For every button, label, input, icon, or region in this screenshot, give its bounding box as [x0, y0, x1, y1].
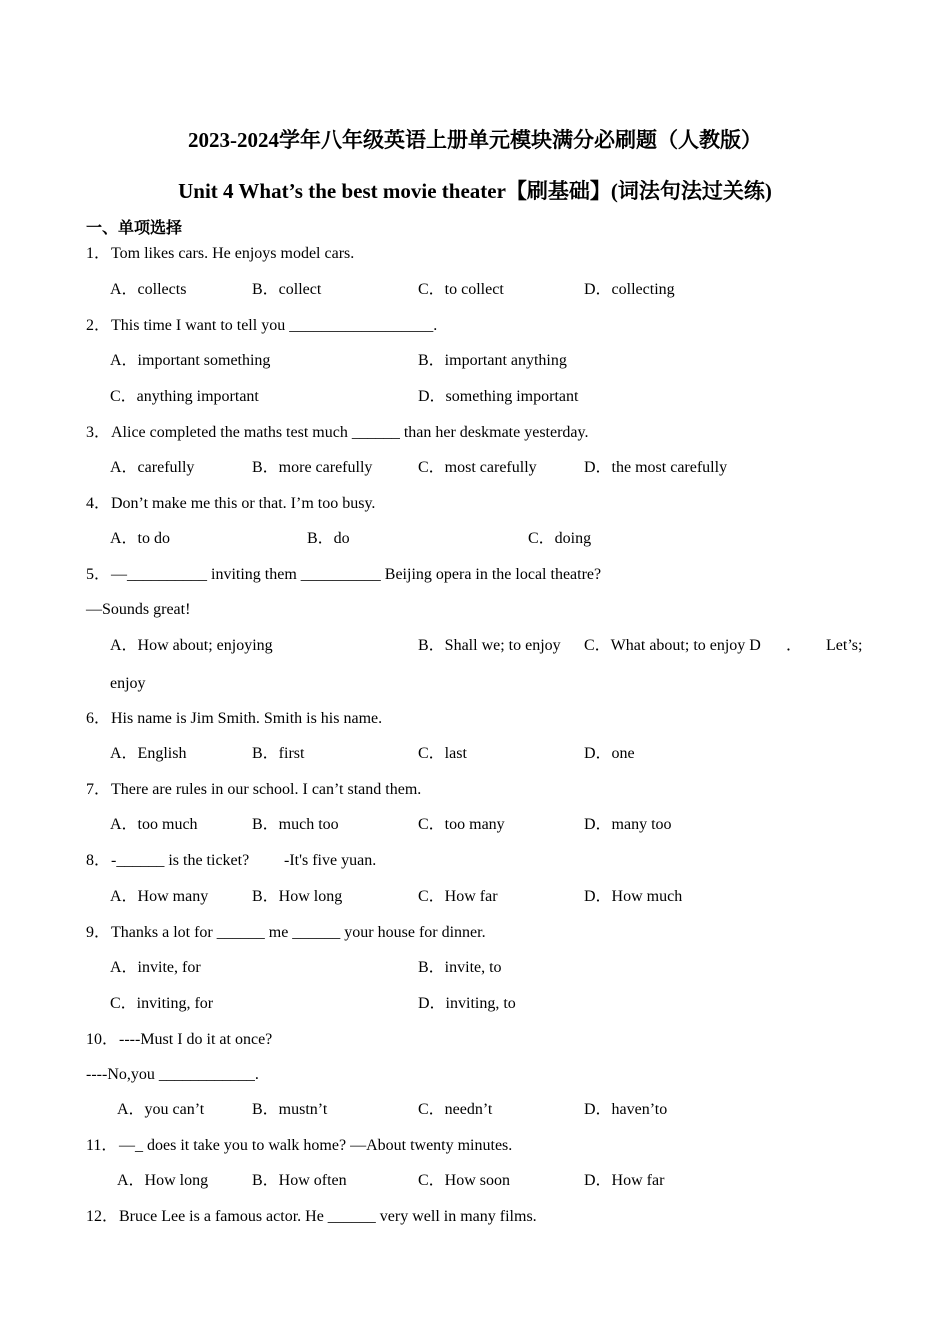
option-a: A．carefully — [110, 459, 195, 476]
option-d: D．the most carefully — [584, 459, 728, 476]
option-d: D．haven’to — [584, 1101, 668, 1118]
option-d-continued: enjoy — [110, 675, 146, 692]
question-number: 9． — [86, 924, 111, 941]
option-d: D．How far — [584, 1172, 665, 1189]
option-a: A．too much — [110, 816, 198, 833]
question-stem: Tom likes cars. He enjoys model cars. — [111, 245, 355, 262]
question-number: 8． — [86, 852, 111, 869]
question-number: 10． — [86, 1031, 119, 1048]
option-c: C．most carefully — [418, 459, 537, 476]
option-b: B．How often — [252, 1172, 347, 1189]
option-c: C．inviting, for — [110, 995, 214, 1012]
question-number: 1． — [86, 245, 111, 262]
document-title: 2023-2024学年八年级英语上册单元模块满分必刷题（人教版） — [188, 128, 762, 152]
question-stem: —_ does it take you to walk home? —About twenty minutes. — [119, 1137, 513, 1154]
option-a: A．invite, for — [110, 959, 201, 976]
option-b: B．important anything — [418, 352, 567, 369]
option-c: C．to collect — [418, 281, 504, 298]
option-c: C．too many — [418, 816, 505, 833]
option-a: A．collects — [110, 281, 187, 298]
option-d: D．one — [584, 745, 635, 762]
question-stem: Bruce Lee is a famous actor. He ______ very well in many films. — [119, 1208, 537, 1225]
option-b: B．more carefully — [252, 459, 373, 476]
question-stem: Alice completed the maths test much ______ than her deskmate yesterday. — [111, 424, 589, 441]
option-c: C．What about; to enjoy D — [584, 637, 761, 654]
option-a: A．to do — [110, 530, 171, 547]
option-b: B．How long — [252, 888, 343, 905]
option-b: B．Shall we; to enjoy — [418, 637, 561, 654]
option-a: A．you can’t — [117, 1101, 205, 1118]
option-a: A．How about; enjoying — [110, 637, 273, 654]
question-number: 7． — [86, 781, 111, 798]
option-a: A．English — [110, 745, 187, 762]
option-c: C．anything important — [110, 388, 259, 405]
option-b: B．first — [252, 745, 305, 762]
option-d: D．many too — [584, 816, 672, 833]
option-c: C．doing — [528, 530, 592, 547]
question-stem-reply: ----No,you ____________. — [86, 1066, 259, 1083]
question-number: 2． — [86, 317, 111, 334]
question-stem: Thanks a lot for ______ me ______ your house for dinner. — [111, 924, 486, 941]
option-d: D．How much — [584, 888, 683, 905]
option-d: D．collecting — [584, 281, 675, 298]
question-number: 12． — [86, 1208, 119, 1225]
option-a: A．important something — [110, 352, 271, 369]
option-b: B．invite, to — [418, 959, 502, 976]
question-stem: ----Must I do it at once? — [119, 1031, 273, 1048]
option-c: C．How soon — [418, 1172, 511, 1189]
option-d: Let’s; — [826, 637, 863, 654]
question-stem: Don’t make me this or that. I’m too busy. — [111, 495, 376, 512]
option-b: B．mustn’t — [252, 1101, 328, 1118]
option-c: C．last — [418, 745, 467, 762]
question-number: 3． — [86, 424, 111, 441]
question-number: 4． — [86, 495, 111, 512]
section-heading: 一、单项选择 — [86, 220, 183, 237]
option-b: B．much too — [252, 816, 339, 833]
option-c: C．How far — [418, 888, 498, 905]
option-b: B．do — [307, 530, 350, 547]
option-d-punct: ． — [786, 637, 803, 654]
option-a: A．How many — [110, 888, 209, 905]
option-a: A．How long — [117, 1172, 209, 1189]
option-d: D．inviting, to — [418, 995, 516, 1012]
question-stem: This time I want to tell you __________________. — [111, 317, 438, 334]
question-stem: —__________ inviting them __________ Beijing opera in the local theatre? — [111, 566, 602, 583]
document-subtitle: Unit 4 What’s the best movie theater【刷基础】(词法句法过关练) — [178, 179, 772, 203]
question-number: 6． — [86, 710, 111, 727]
question-stem: -______ is the ticket? — [111, 852, 250, 869]
question-number: 5． — [86, 566, 111, 583]
option-b: B．collect — [252, 281, 322, 298]
question-stem: There are rules in our school. I can’t stand them. — [111, 781, 422, 798]
option-c: C．needn’t — [418, 1101, 493, 1118]
question-stem-answer: -It's five yuan. — [284, 852, 377, 869]
question-number: 11． — [86, 1137, 118, 1154]
question-stem: His name is Jim Smith. Smith is his name. — [111, 710, 383, 727]
option-d: D．something important — [418, 388, 579, 405]
question-stem-reply: —Sounds great! — [86, 601, 191, 618]
